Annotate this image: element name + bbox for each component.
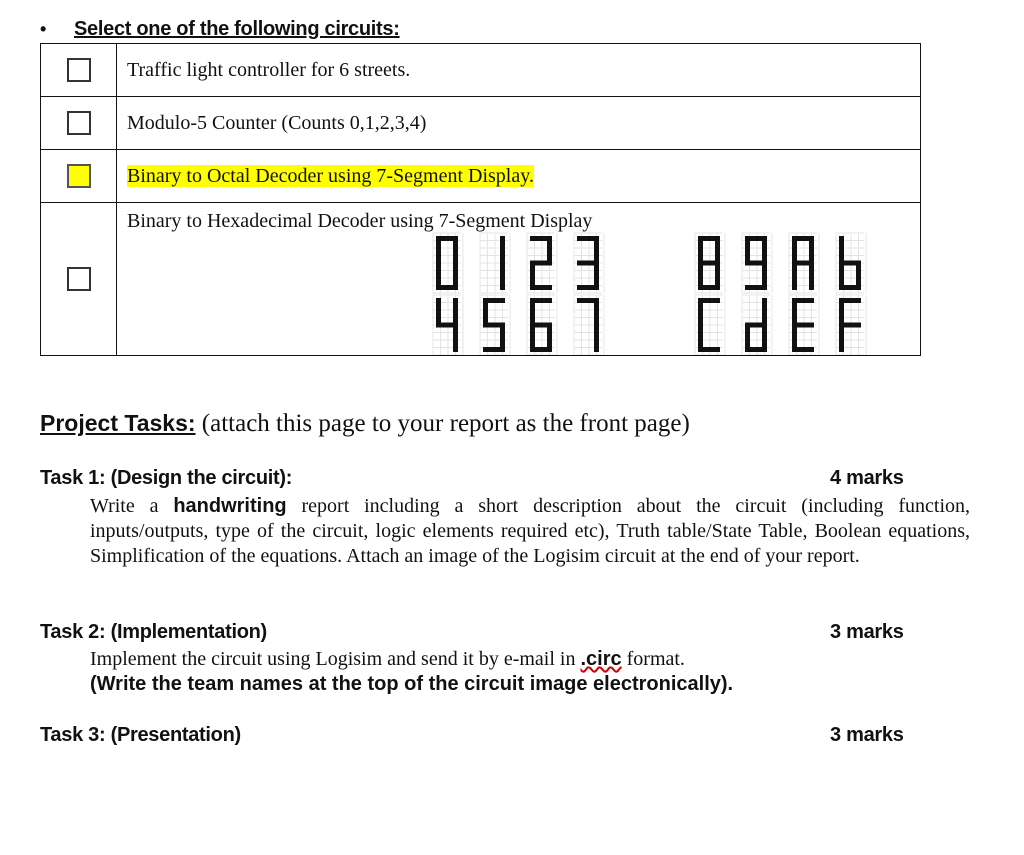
segment-digit-6 bbox=[527, 295, 557, 355]
project-tasks-heading bbox=[40, 410, 690, 438]
task3-marks: 3 marks bbox=[830, 724, 904, 746]
segment-digit-3 bbox=[574, 233, 604, 293]
circ-extension: .circ bbox=[580, 648, 622, 670]
circuit-option-row bbox=[41, 44, 921, 97]
project-tasks-note: (attach this page to your report as the front page) bbox=[201, 410, 690, 437]
segment-digit-8 bbox=[695, 233, 725, 293]
segment-digit-0 bbox=[433, 233, 463, 293]
checkbox-binary-octal-decoder[interactable] bbox=[67, 164, 91, 188]
project-tasks-title: Project Tasks: bbox=[40, 410, 196, 436]
circuit-option-row bbox=[41, 97, 921, 150]
task1-title: Task 1: (Design the circuit): bbox=[40, 467, 293, 489]
seven-segment-digits-image bbox=[432, 230, 910, 360]
seven-segment-svg bbox=[432, 230, 910, 355]
circuit-option-label-highlighted: Binary to Octal Decoder using 7-Segment Display. bbox=[127, 164, 534, 187]
segment-digit-F bbox=[836, 295, 866, 355]
circuit-option-label: Binary to Hexadecimal Decoder using 7-Segment Display bbox=[127, 209, 593, 232]
checkbox-binary-hex-decoder[interactable] bbox=[67, 267, 91, 291]
segment-digit-1 bbox=[480, 233, 510, 293]
circuit-option-row bbox=[41, 150, 921, 203]
checkbox-modulo5-counter[interactable] bbox=[67, 111, 91, 135]
checkbox-traffic-light[interactable] bbox=[67, 58, 91, 82]
circuit-option-label: Traffic light controller for 6 streets. bbox=[117, 44, 921, 97]
segment-digit-C bbox=[695, 295, 725, 355]
task2-body: Implement the circuit using Logisim and send it by e-mail in .circ format. (Write the team names at the top of the circuit image electronically). bbox=[90, 648, 734, 695]
heading-text: Select one of the following circuits: bbox=[74, 18, 400, 40]
task2-bold-note: (Write the team names at the top of the circuit image electronically). bbox=[90, 673, 734, 695]
circuit-option-label: Modulo-5 Counter (Counts 0,1,2,3,4) bbox=[117, 97, 921, 150]
task1-body: Write a handwriting report including a short description about the circuit (including function, inputs/outputs, type of the circuit, logic elements required etc), Truth table/State Table, Boolean equations, Simplification of the equations. Attach an image of the Logisim circuit at the end of your report. bbox=[90, 495, 970, 567]
segment-digit-E bbox=[789, 295, 819, 355]
task2-title: Task 2: (Implementation) bbox=[40, 621, 267, 643]
segment-digit-A bbox=[789, 233, 819, 293]
segment-digit-d bbox=[742, 295, 772, 355]
segment-digit-4 bbox=[433, 295, 463, 355]
segment-digit-2 bbox=[527, 233, 557, 293]
segment-digit-b bbox=[836, 233, 866, 293]
bullet-icon: • bbox=[40, 19, 47, 39]
select-circuit-heading bbox=[40, 18, 400, 41]
segment-digit-9 bbox=[742, 233, 772, 293]
task3-title: Task 3: (Presentation) bbox=[40, 724, 241, 746]
segment-digit-7 bbox=[574, 295, 604, 355]
segment-digit-5 bbox=[480, 295, 510, 355]
task2-marks: 3 marks bbox=[830, 621, 904, 643]
task1-marks: 4 marks bbox=[830, 467, 904, 489]
